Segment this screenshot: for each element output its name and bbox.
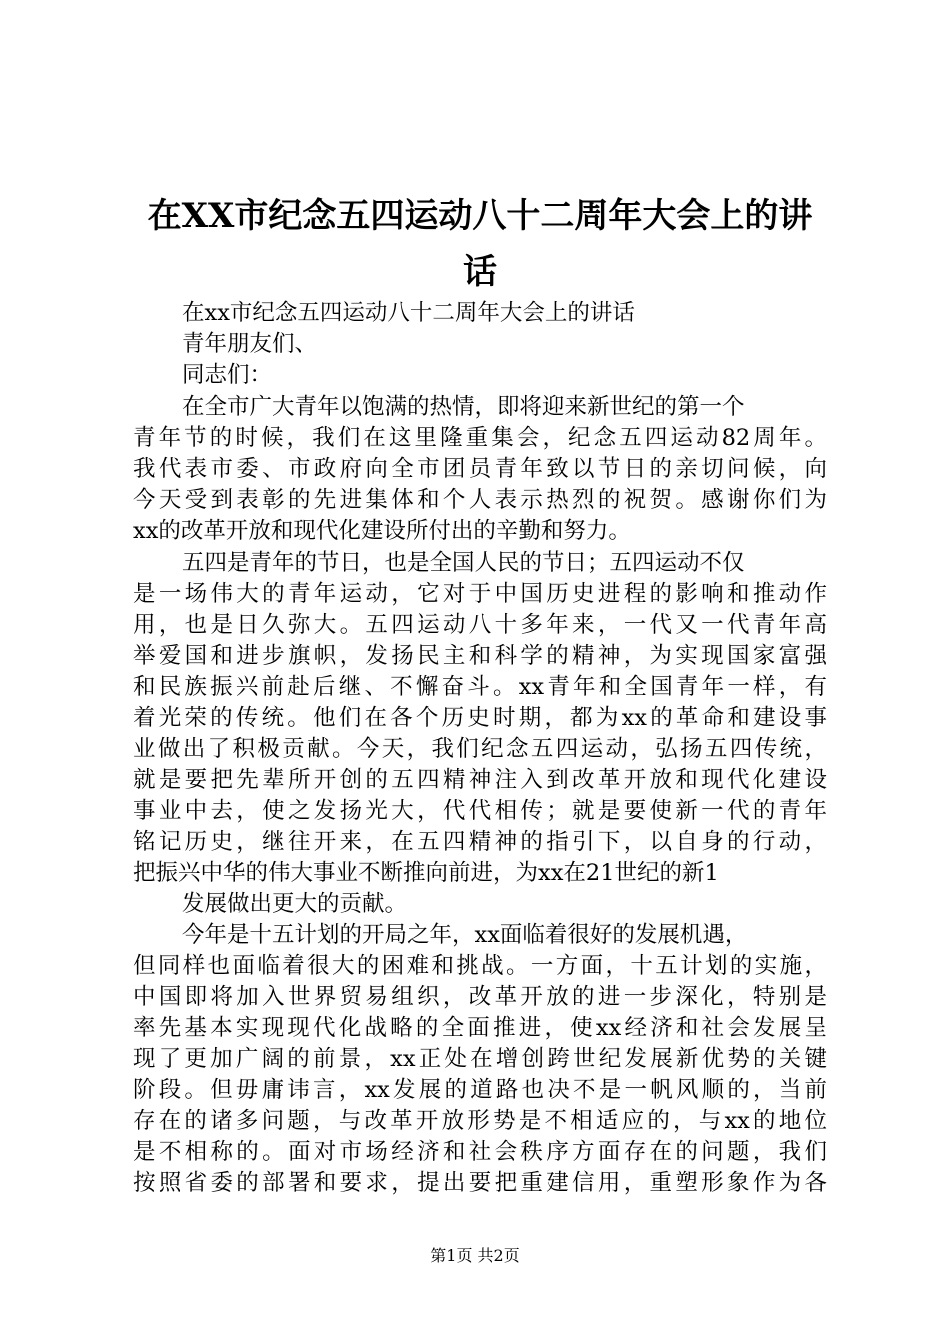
paragraph-1-line: 在全市广大青年以饱满的热情，即将迎来新世纪的第一个 (182, 394, 745, 420)
paragraph-2-line: 用，也是日久弥大。五四运动八十多年来，一代又一代青年高 (133, 612, 827, 638)
paragraph-2-line: 五四是青年的节日，也是全国人民的节日；五四运动不仅 (182, 550, 745, 576)
paragraph-2-line: 举爱国和进步旗帜，发扬民主和科学的精神，为实现国家富强 (133, 643, 827, 669)
document-title-line-1: 在XX市纪念五四运动八十二周年大会上的讲 (147, 196, 813, 236)
paragraph-3-line: 率先基本实现现代化战略的全面推进，使xx经济和社会发展呈 (133, 1015, 827, 1041)
paragraph-2-line: 就是要把先辈所开创的五四精神注入到改革开放和现代化建设 (133, 767, 827, 793)
document-subtitle: 在xx市纪念五四运动八十二周年大会上的讲话 (182, 300, 635, 326)
paragraph-1-line: 今天受到表彰的先进集体和个人表示热烈的祝贺。感谢你们为 (133, 487, 827, 513)
paragraph-3-line: 按照省委的部署和要求，提出要把重建信用，重塑形象作为各 (133, 1170, 827, 1196)
greeting-line: 青年朋友们、 (182, 331, 318, 357)
greeting-line: 同志们： (182, 362, 273, 388)
paragraph-3-line: 现了更加广阔的前景，xx正处在增创跨世纪发展新优势的关键 (133, 1046, 827, 1072)
paragraph-3-line: 是不相称的。面对市场经济和社会秩序方面存在的问题，我们 (133, 1139, 827, 1165)
paragraph-2-line: 铭记历史，继往开来，在五四精神的指引下，以自身的行动， (133, 829, 827, 855)
paragraph-1-line: 我代表市委、市政府向全市团员青年致以节日的亲切问候，向 (133, 456, 827, 482)
document-title-line-2: 话 (463, 252, 497, 292)
paragraph-2-line: 事业中去，使之发扬光大，代代相传；就是要使新一代的青年 (133, 798, 827, 824)
paragraph-3-line: 存在的诸多问题，与改革开放形势是不相适应的，与xx的地位 (133, 1108, 827, 1134)
paragraph-1-line: 青年节的时候，我们在这里隆重集会，纪念五四运动82周年。 (133, 425, 827, 451)
paragraph-2-line: 业做出了积极贡献。今天，我们纪念五四运动，弘扬五四传统， (133, 736, 827, 762)
paragraph-1-line: xx的改革开放和现代化建设所付出的辛勤和努力。 (133, 518, 631, 544)
paragraph-2-line: 是一场伟大的青年运动，它对于中国历史进程的影响和推动作 (133, 581, 827, 607)
paragraph-2-line: 把振兴中华的伟大事业不断推向前进，为xx在21世纪的新1 (133, 860, 719, 886)
paragraph-2-line: 着光荣的传统。他们在各个历史时期，都为xx的革命和建设事 (133, 705, 827, 731)
paragraph-2-line: 和民族振兴前赴后继、不懈奋斗。xx青年和全国青年一样，有 (133, 674, 827, 700)
paragraph-3-line: 阶段。但毋庸讳言，xx发展的道路也决不是一帆风顺的，当前 (133, 1077, 827, 1103)
page-footer: 第1页 共2页 (430, 1246, 520, 1265)
paragraph-3-line: 但同样也面临着很大的困难和挑战。一方面，十五计划的实施， (133, 953, 827, 979)
paragraph-3-line: 今年是十五计划的开局之年，xx面临着很好的发展机遇， (182, 922, 748, 948)
paragraph-2-continuation: 发展做出更大的贡献。 (182, 891, 408, 917)
paragraph-3-line: 中国即将加入世界贸易组织，改革开放的进一步深化，特别是 (133, 984, 827, 1010)
